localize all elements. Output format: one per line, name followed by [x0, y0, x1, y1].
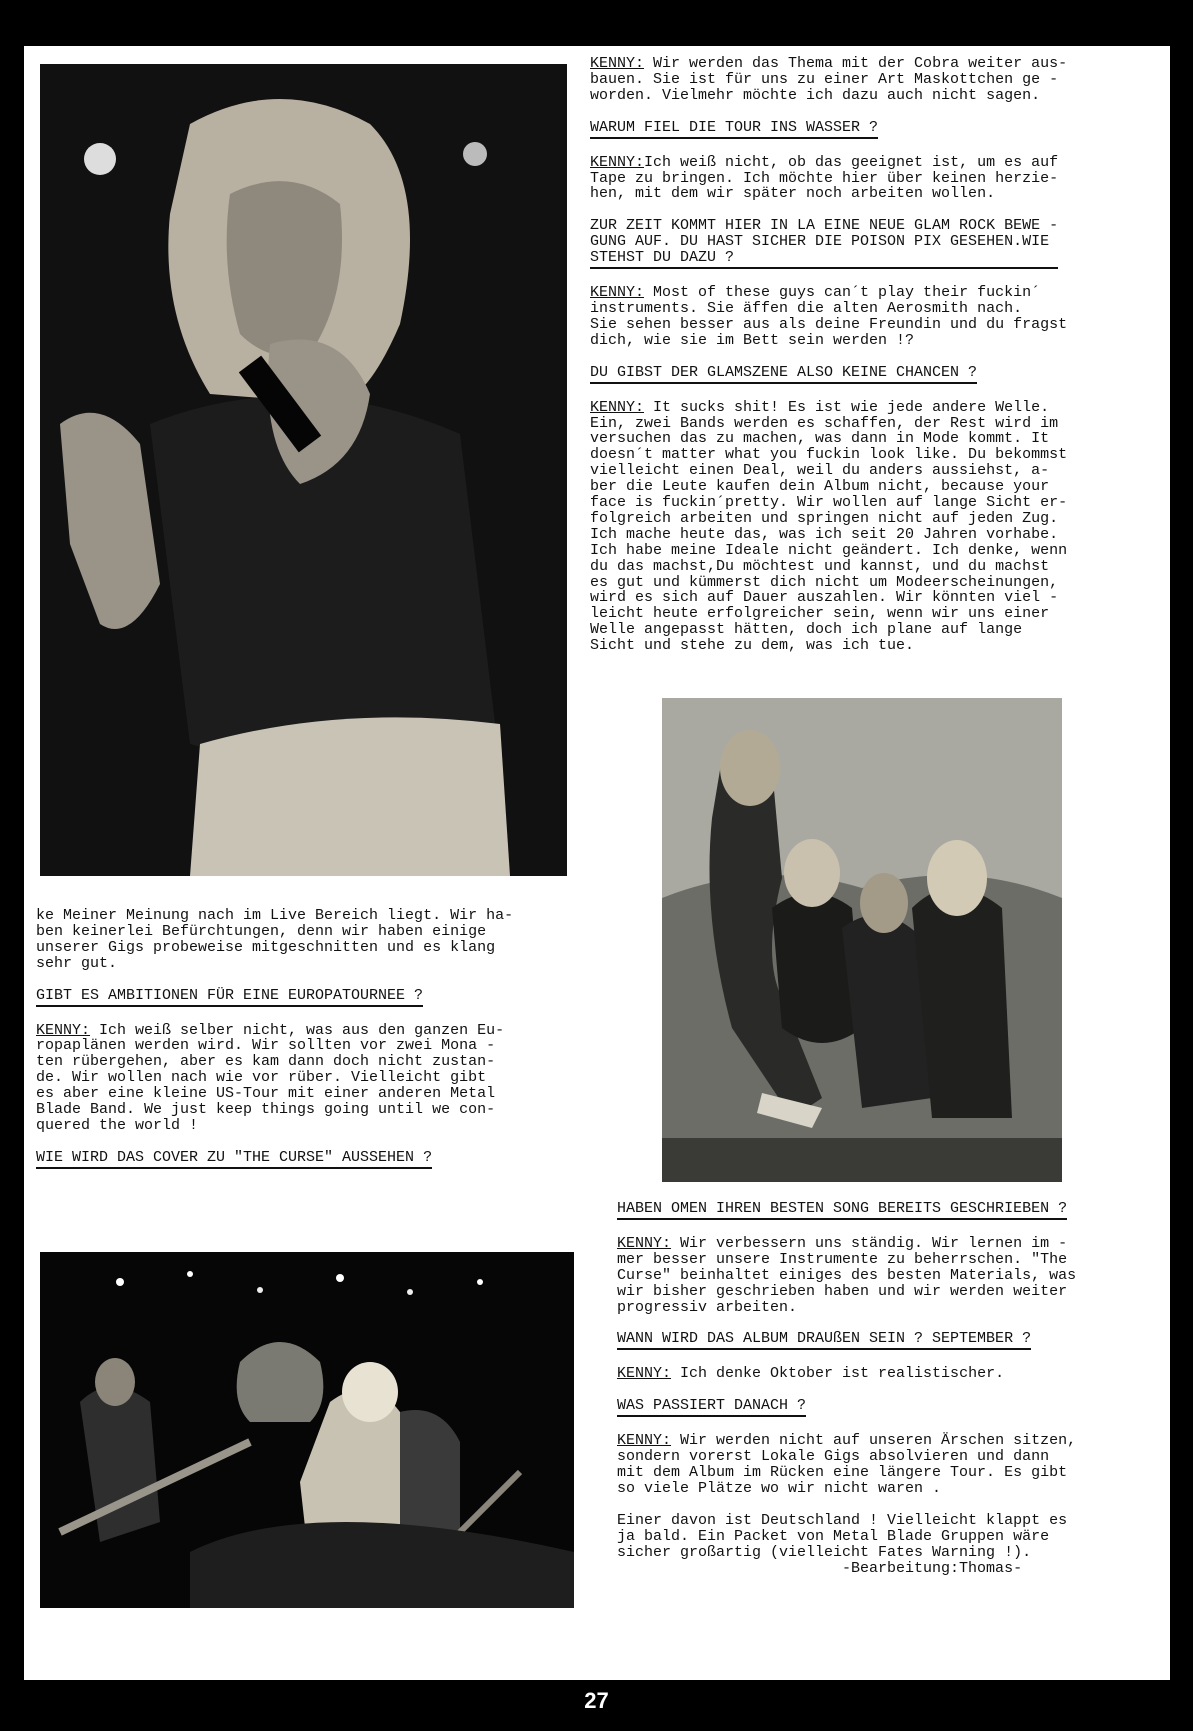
speaker-label: KENNY:	[617, 1432, 672, 1450]
speaker-label: KENNY:	[590, 55, 645, 72]
interview-question: WIE WIRD DAS COVER ZU "THE CURSE" AUSSEHEN ?	[36, 1150, 432, 1169]
live-stage-photo	[40, 1252, 574, 1608]
interview-answer	[36, 1023, 596, 1134]
paragraph: Einer davon ist Deutschland ! Vielleicht klappt es ja bald. Ein Packet von Metal Blade Gruppen wäre sicher großartig (vielleicht Fates Warning !). -Bearbeitung:Thomas-	[617, 1511, 1068, 1577]
band-group-photo	[662, 698, 1062, 1182]
interview-answer	[590, 56, 1170, 104]
interview-text-right-bottom	[617, 1201, 1170, 1576]
answer-text: Wir werden das Thema mit der Cobra weiter aus- bauen. Sie ist für uns zu einer Art Maskottchen ge - worden. Vielmehr möchte ich dazu auch nicht sagen.	[590, 55, 1068, 104]
speaker-label: KENNY:	[617, 1365, 672, 1383]
interview-question: ZUR ZEIT KOMMT HIER IN LA EINE NEUE GLAM ROCK BEWE - GUNG AUF. DU HAST SICHER DIE POISON PIX GESEHEN.WIE STEHST DU DAZU ?	[590, 218, 1058, 269]
interview-question: GIBT ES AMBITIONEN FÜR EINE EUROPATOURNEE ?	[36, 988, 423, 1007]
answer-text: Ich weiß selber nicht, was aus den ganzen Eu- ropaplänen werden wird. Wir sollten vor zwei Mona - ten rübergehen, aber es kam dann doch nicht zustan- de. Wir wollen nach wie vor rüber. Vielleicht gibt es aber eine kleine US-Tour mit einer anderen Metal Blade Band. We just keep things going until we con- quered the world !	[36, 1021, 505, 1134]
interview-question: WAS PASSIERT DANACH ?	[617, 1398, 806, 1417]
speaker-label: KENNY:	[590, 398, 645, 416]
interview-answer	[590, 285, 1170, 349]
interview-answer	[617, 1236, 1170, 1316]
answer-text: Wir werden nicht auf unseren Ärschen sitzen, sondern vorerst Lokale Gigs absolvieren und dann mit dem Album im Rücken eine längere Tour. Es gibt so viele Plätze wo wir nicht waren .	[617, 1432, 1077, 1497]
singer-closeup-photo	[40, 64, 567, 876]
answer-text: Ich weiß nicht, ob das geeignet ist, um es auf Tape zu bringen. Ich möchte hier über keinen herzie- hen, mit dem wir später noch arbeiten wollen.	[590, 153, 1059, 203]
interview-answer	[590, 400, 1170, 655]
interview-answer	[617, 1433, 1170, 1497]
interview-question: WANN WIRD DAS ALBUM DRAUßEN SEIN ? SEPTEMBER ?	[617, 1331, 1031, 1350]
interview-text-left-middle	[36, 908, 596, 1169]
page-number: 27	[584, 1688, 609, 1713]
interview-text-right-top	[590, 56, 1170, 654]
interview-question: HABEN OMEN IHREN BESTEN SONG BEREITS GESCHRIEBEN ?	[617, 1201, 1067, 1220]
speaker-label: KENNY:	[617, 1234, 672, 1252]
speaker-label: KENNY:	[590, 153, 645, 171]
answer-text: Ich denke Oktober ist realistischer.	[671, 1365, 1005, 1383]
interview-answer	[590, 155, 1170, 203]
speaker-label: KENNY:	[590, 284, 645, 302]
magazine-page	[24, 46, 1170, 1680]
interview-question: WARUM FIEL DIE TOUR INS WASSER ?	[590, 120, 878, 139]
answer-text: Most of these guys can´t play their fuckin´ instruments. Sie äffen die alten Aerosmith nach. Sie sehen besser aus als deine Freundin und du fragst dich, wie sie im Bett sein werden !?	[590, 284, 1068, 349]
interview-answer	[617, 1366, 1170, 1382]
interview-question: DU GIBST DER GLAMSZENE ALSO KEINE CHANCEN ?	[590, 365, 977, 384]
answer-text: Wir verbessern uns ständig. Wir lernen im - mer besser unsere Instrumente zu beherrschen. "The Curse" beinhaltet einiges des besten Materials, was wir bisher geschrieben haben und wir werden weiter progressiv arbeiten.	[617, 1234, 1077, 1316]
speaker-label: KENNY:	[36, 1021, 91, 1039]
answer-text: It sucks shit! Es ist wie jede andere Welle. Ein, zwei Bands werden es schaffen, der Rest wird im versuchen das zu machen, was dann in Mode kommt. It doesn´t matter what you fuckin look like. Du bekommst vielleicht einen Deal, weil du anders aussiehst, a- ber die Leute kaufen dein Album nicht, because your face is fuckin´pretty. Wir wollen auf lange Sicht er- folgreich arbeiten und springen nicht auf jeden Zug. Ich mache heute das, was ich seit 20 Jahren vorhabe. Ich habe meine Ideale nicht geändert. Ich denke, wenn du das machst,Du möchtest und kannst, und du machst es gut und kümmerst dich nicht um Modeerscheinungen, wird es sich auf Dauer auszahlen. Wir könnten viel - leicht heute erfolgreicher sein, wenn wir uns einer Welle angepasst hätten, doch ich plane auf lange Sicht und stehe zu dem, was ich tue.	[590, 398, 1068, 655]
paragraph: ke Meiner Meinung nach im Live Bereich liegt. Wir ha- ben keinerlei Befürchtungen, denn wir haben einige unserer Gigs probeweise mitgeschnitten und es klang sehr gut.	[36, 907, 514, 972]
